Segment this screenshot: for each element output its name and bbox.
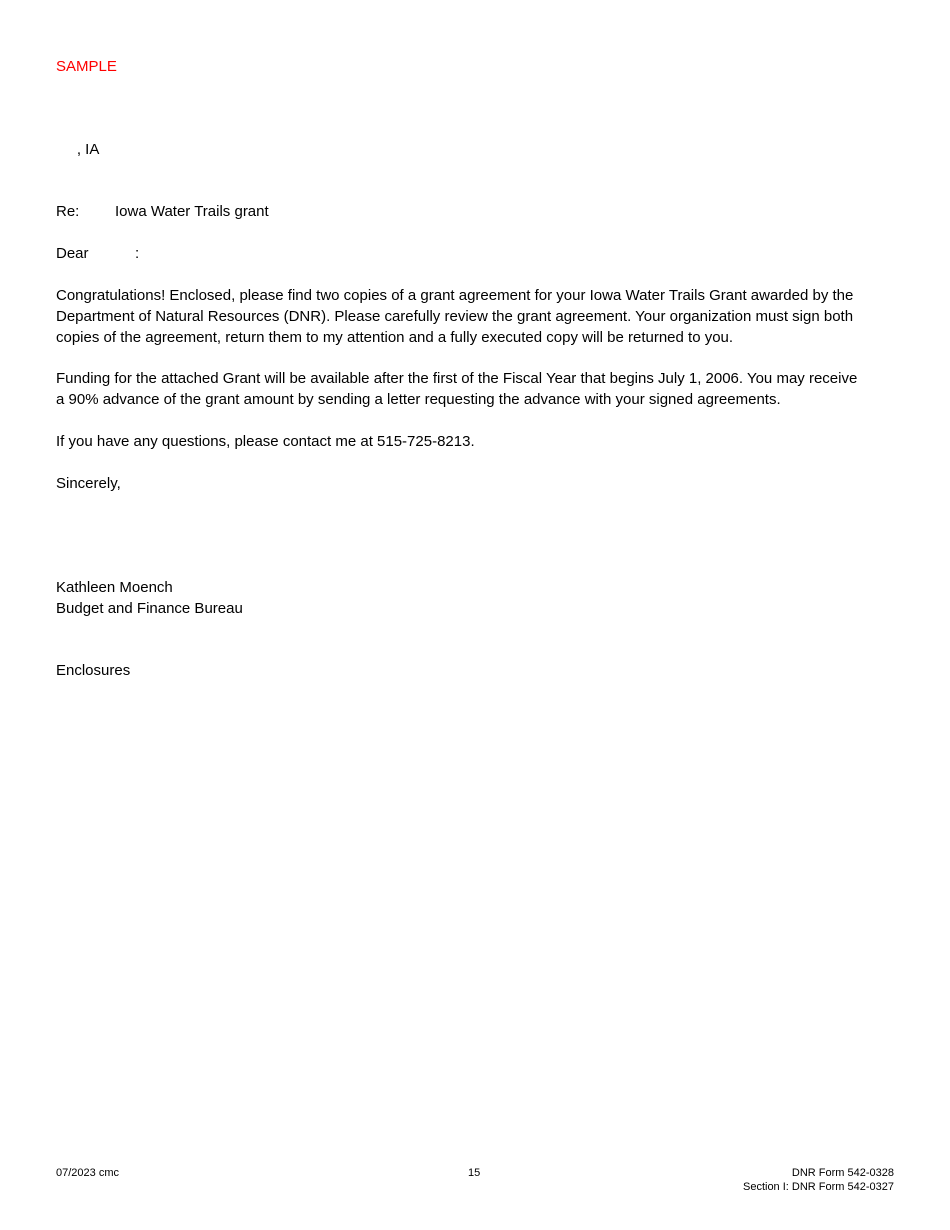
salutation <box>56 243 139 264</box>
footer-revision-date: 07/2023 cmc <box>56 1167 119 1179</box>
address-line <box>56 139 99 160</box>
paragraph-line: copies of the agreement, return them to my attention and a fully executed copy will be returned to you. <box>56 329 734 346</box>
footer-form-ids <box>743 1166 894 1194</box>
body-paragraph-funding <box>56 368 896 410</box>
paragraph-line: a 90% advance of the grant amount by sending a letter requesting the advance with your signed agreements. <box>56 391 781 408</box>
salutation-colon: : <box>135 245 140 262</box>
footer-page-number: 15 <box>468 1167 481 1179</box>
paragraph-line: Congratulations! Enclosed, please find two copies of a grant agreement for your Iowa Water Trails Grant awarded by the <box>56 287 854 304</box>
address-city-state: , IA <box>56 141 100 158</box>
body-paragraph-congratulations <box>56 285 896 348</box>
subject-label: Re: <box>56 203 80 220</box>
paragraph-line: If you have any questions, please contact me at 515-725-8213. <box>56 433 475 450</box>
signer-title: Budget and Finance Bureau <box>56 600 243 617</box>
footer-section-form-number: Section I: DNR Form 542-0327 <box>742 1181 894 1193</box>
signer-name: Kathleen Moench <box>56 579 173 596</box>
closing: Sincerely, <box>56 475 121 492</box>
subject-line <box>56 201 269 222</box>
sample-label: SAMPLE <box>56 58 117 75</box>
paragraph-line: Funding for the attached Grant will be available after the first of the Fiscal Year that begins July 1, 2006. You may receive <box>56 370 858 387</box>
body-paragraph-contact <box>56 431 896 452</box>
enclosures-note: Enclosures <box>56 662 131 679</box>
paragraph-line: Department of Natural Resources (DNR). Please carefully review the grant agreement. Your organization must sign both <box>56 308 854 325</box>
salutation-label: Dear <box>56 245 89 262</box>
subject-text: Iowa Water Trails grant <box>115 203 269 220</box>
footer-form-number: DNR Form 542-0328 <box>791 1167 894 1179</box>
